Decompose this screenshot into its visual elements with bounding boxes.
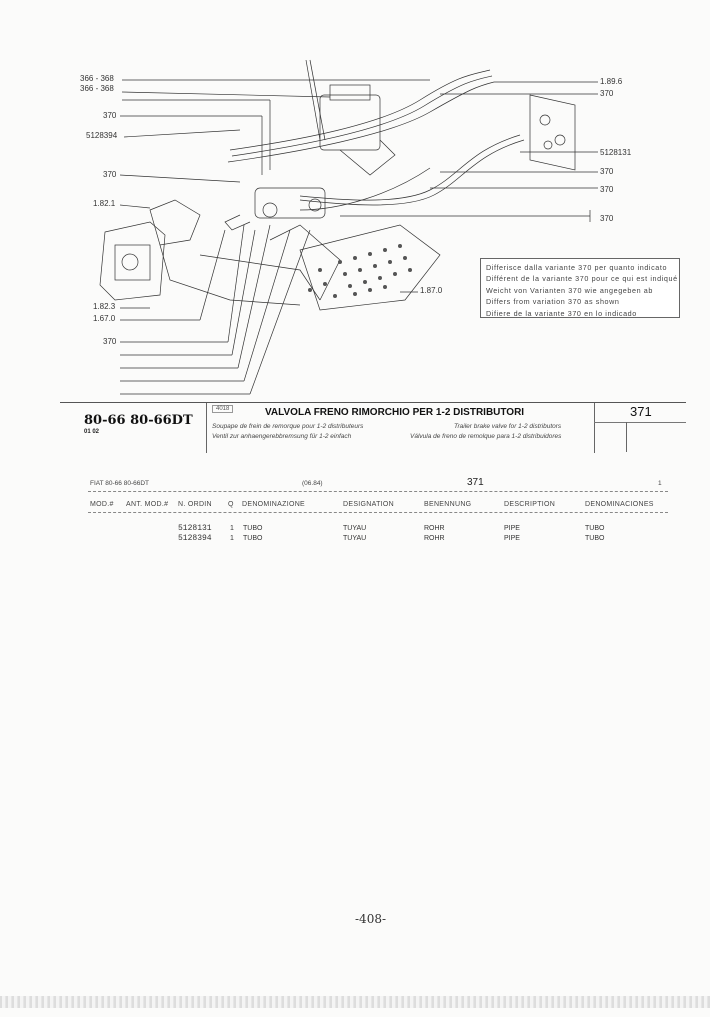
page-number: -408- <box>355 912 387 926</box>
note-line: Differisce dalla variante 370 per quanto indicato <box>486 263 668 272</box>
callout-label: 5128394 <box>86 131 118 140</box>
column-header-french: DESIGNATION <box>343 501 395 508</box>
column-header-german: BENENNUNG <box>424 501 472 508</box>
table-row-qty: 1 <box>230 525 234 532</box>
callout-label: 370 <box>600 89 614 98</box>
variant-note-box <box>480 258 680 318</box>
note-line: Différent de la variante 370 pour ce qui est indiqué <box>486 274 678 284</box>
callout-label: 370 <box>103 170 117 179</box>
note-line: Weicht von Varianten 370 wie angegeben ab <box>486 285 653 295</box>
table-row-english: PIPE <box>504 535 520 542</box>
table-row-spanish: TUBO <box>585 525 605 532</box>
column-header-ant-mod: ANT. MOD.# <box>126 501 169 508</box>
column-header-mod: MOD.# <box>90 501 114 508</box>
table-row-french: TUYAU <box>343 535 367 542</box>
callout-label: 370 <box>600 185 614 194</box>
list-date: (06.84) <box>302 480 323 487</box>
model-code: 01 02 <box>84 429 100 435</box>
table-row-qty: 1 <box>230 535 234 542</box>
list-model-header: FIAT 80-66 80-66DT <box>90 480 150 487</box>
table-row-spanish: TUBO <box>585 535 605 542</box>
note-line: Difiere de la variante 370 en lo indicado <box>486 308 637 318</box>
title-block-top-rule <box>60 402 686 403</box>
table-row-part-number: 5128131 <box>178 524 212 533</box>
column-header-spanish: DENOMINACIONES <box>585 501 654 508</box>
title-divider-right <box>594 403 595 453</box>
callout-label: 370 <box>103 337 117 346</box>
callout-label: 1.67.0 <box>93 314 116 323</box>
table-row-english: PIPE <box>504 525 520 532</box>
list-table-number: 371 <box>467 477 484 488</box>
title-italian: VALVOLA FRENO RIMORCHIO PER 1-2 DISTRIBUTORI <box>265 407 525 418</box>
table-row-french: TUYAU <box>343 525 367 532</box>
callout-label: 1.89.6 <box>600 77 623 86</box>
callout-label: 370 <box>600 214 614 223</box>
title-divider-left <box>206 403 207 453</box>
callout-label: 370 <box>103 111 117 120</box>
small-code-box: 4018 <box>212 405 233 413</box>
title-french: Soupape de frein de remorque pour 1-2 distributeurs <box>212 423 364 430</box>
callout-label: 1.87.0 <box>420 286 443 295</box>
table-row-part-number: 5128394 <box>178 534 212 543</box>
callout-label: 5128131 <box>600 148 632 157</box>
title-divider-tail <box>626 422 627 452</box>
callout-label: 366 - 368 <box>80 74 114 83</box>
callout-label: 1.82.1 <box>93 199 116 208</box>
table-number: 371 <box>630 404 652 419</box>
list-page-marker: 1 <box>658 480 662 487</box>
title-english: Trailer brake valve for 1-2 distributors <box>454 423 562 430</box>
callout-label: 1.82.3 <box>93 302 116 311</box>
column-header-order-number: N. ORDIN <box>178 501 212 508</box>
scan-edge-strip <box>0 996 710 1008</box>
title-divider-mid <box>594 422 686 423</box>
column-header-italian: DENOMINAZIONE <box>242 501 306 508</box>
table-row-italian: TUBO <box>243 535 263 542</box>
title-german: Ventil zur anhaengerebbremsung für 1-2 einfach <box>212 433 352 440</box>
title-spanish: Válvula de freno de remolque para 1-2 distribuidores <box>410 433 562 440</box>
callout-label: 366 - 368 <box>80 84 114 93</box>
column-header-rule <box>88 512 668 513</box>
table-row-italian: TUBO <box>243 525 263 532</box>
list-header-rule <box>88 491 668 492</box>
column-header-english: DESCRIPTION <box>504 501 556 508</box>
callout-label: 370 <box>600 167 614 176</box>
model-designation: 80-66 80-66DT <box>84 413 193 428</box>
table-row-german: ROHR <box>424 535 445 542</box>
note-line: Differs from variation 370 as shown <box>486 297 620 307</box>
table-row-german: ROHR <box>424 525 445 532</box>
column-header-quantity: Q <box>228 501 234 508</box>
